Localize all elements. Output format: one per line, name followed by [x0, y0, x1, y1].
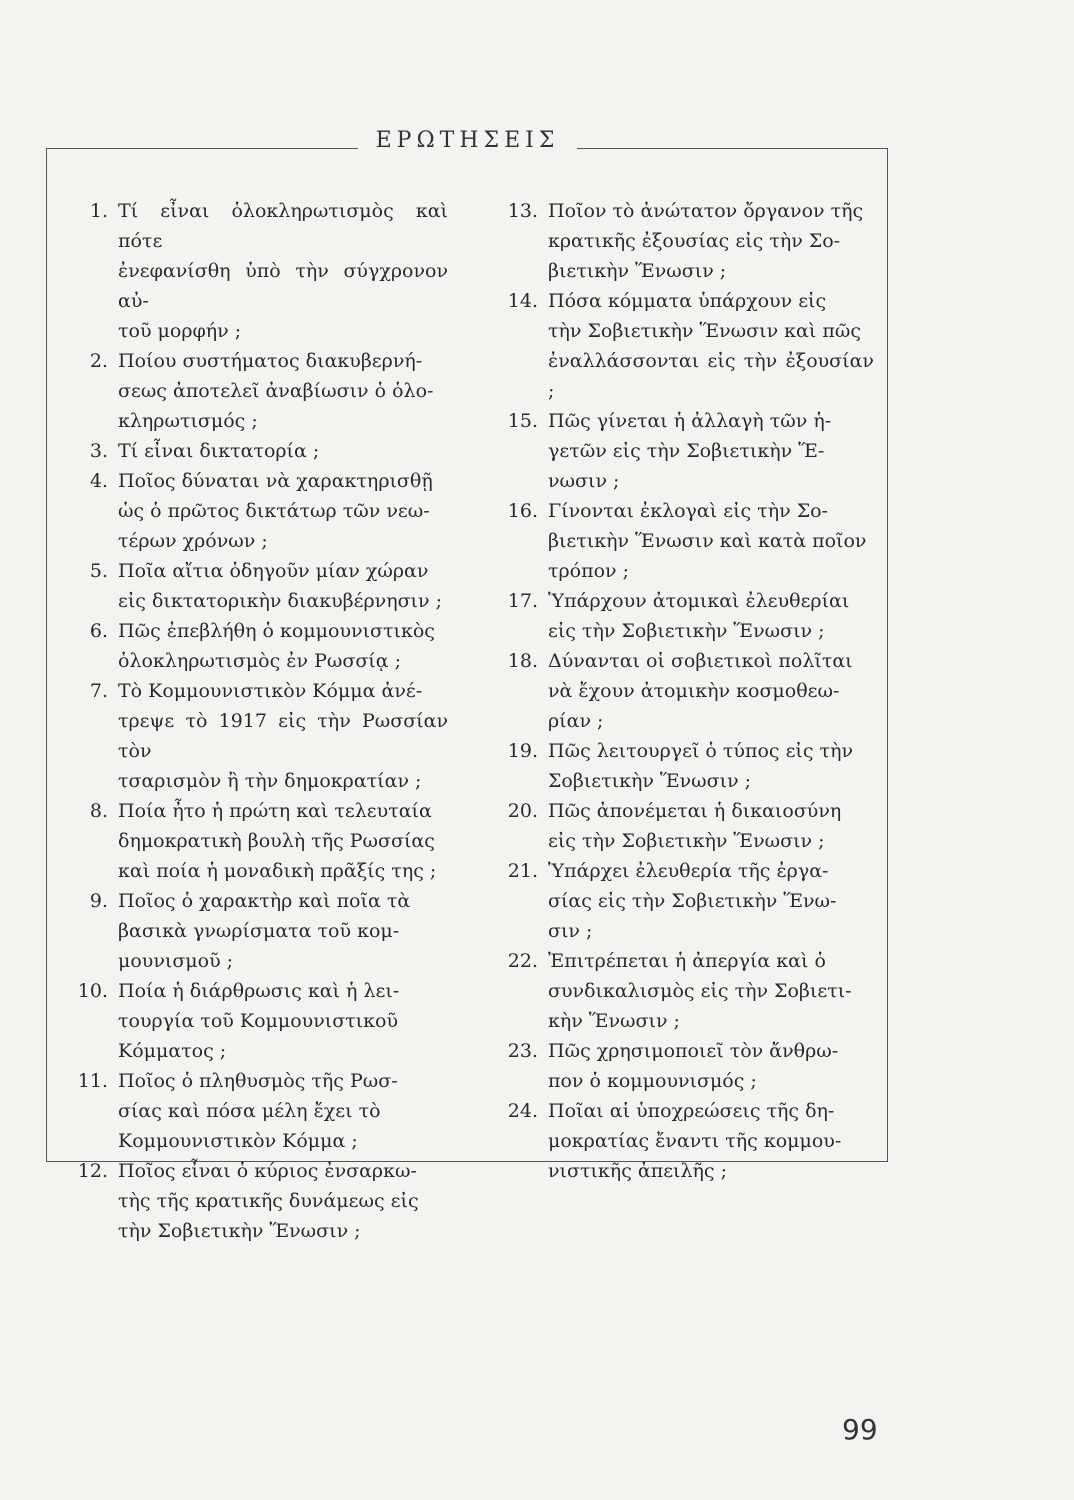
question-line: σίας εἰς τὴν Σοβιετικὴν Ἕνω-: [548, 890, 837, 912]
question-number: 5.: [89, 560, 108, 582]
question-line: ἐνεφανίσθη ὑπὸ τὴν σύγχρονον αὐ-: [118, 260, 448, 312]
question-line: εἰς τὴν Σοβιετικὴν Ἕνωσιν ;: [548, 620, 825, 642]
question-item: [64, 1066, 448, 1156]
question-line: μοκρατίας ἔναντι τῆς κομμου-: [548, 1130, 842, 1152]
question-line: Ποῖον τὸ ἀνώτατον ὄργανον τῆς: [548, 200, 864, 222]
question-text: [118, 196, 448, 346]
question-line: Κόμματος ;: [118, 1040, 227, 1062]
question-item: [494, 586, 874, 646]
question-number: 20.: [507, 800, 538, 822]
question-line: δημοκρατικὴ βουλὴ τῆς Ρωσσίας: [118, 830, 435, 852]
question-line: τουργία τοῦ Κομμουνιστικοῦ: [118, 1010, 398, 1032]
question-number: 2.: [89, 350, 108, 372]
question-line: Ἐπιτρέπεται ἡ ἀπεργία καὶ ὁ: [548, 950, 826, 972]
question-number: 7.: [89, 680, 108, 702]
question-line: νιστικῆς ἀπειλῆς ;: [548, 1160, 727, 1182]
question-text: [118, 466, 448, 556]
question-line: Ποῖαι αἱ ὑποχρεώσεις τῆς δη-: [548, 1100, 835, 1122]
question-item: [494, 1036, 874, 1096]
question-line: καὶ ποία ἡ μοναδικὴ πρᾶξίς της ;: [118, 860, 437, 882]
question-line: Πῶς γίνεται ἡ ἀλλαγὴ τῶν ἡ-: [548, 410, 832, 432]
question-line: τὴν Σοβιετικὴν Ἕνωσιν καὶ πῶς: [548, 320, 861, 342]
question-number: 16.: [507, 500, 538, 522]
question-line: κὴν Ἕνωσιν ;: [548, 1010, 680, 1032]
question-line: Τί εἶναι ὁλοκληρωτισμὸς καὶ πότε: [118, 200, 448, 252]
question-item: [494, 406, 874, 496]
question-text: [118, 616, 448, 676]
left-question-column: [64, 196, 448, 1246]
question-number: 23.: [507, 1040, 538, 1062]
question-line: Πῶς λειτουργεῖ ὁ τύπος εἰς τὴν: [548, 740, 854, 762]
question-number: 24.: [507, 1100, 538, 1122]
question-line: Ποία ἦτο ἡ πρώτη καὶ τελευταία: [118, 800, 432, 822]
question-text: [548, 406, 874, 496]
question-line: ἐναλλάσσονται εἰς τὴν ἐξουσίαν ;: [548, 350, 874, 402]
page-title: ΕΡΩΤΗΣΕΙΣ: [358, 128, 578, 153]
question-line: εἰς δικτατορικὴν διακυβέρνησιν ;: [118, 590, 442, 612]
question-line: βιετικὴν Ἕνωσιν ;: [548, 260, 727, 282]
question-item: [64, 466, 448, 556]
question-text: [118, 1066, 448, 1156]
question-text: [118, 796, 448, 886]
question-line: κληρωτισμός ;: [118, 410, 258, 432]
question-line: Πόσα κόμματα ὑπάρχουν εἰς: [548, 290, 827, 312]
question-item: [494, 796, 874, 856]
question-line: πον ὁ κομμουνισμός ;: [548, 1070, 757, 1092]
question-item: [64, 436, 448, 466]
question-item: [494, 946, 874, 1036]
question-text: [548, 1036, 874, 1096]
question-text: [548, 796, 874, 856]
question-number: 21.: [507, 860, 538, 882]
question-text: [548, 496, 874, 586]
question-line: Γίνονται ἐκλογαὶ εἰς τὴν Σο-: [548, 500, 828, 522]
question-line: βιετικὴν Ἕνωσιν καὶ κατὰ ποῖον: [548, 530, 867, 552]
question-line: Κομμουνιστικὸν Κόμμα ;: [118, 1130, 358, 1152]
question-line: σεως ἀποτελεῖ ἀναβίωσιν ὁ ὁλο-: [118, 380, 434, 402]
question-line: Ποῖος ὁ χαρακτὴρ καὶ ποῖα τὰ: [118, 890, 411, 912]
question-item: [64, 976, 448, 1066]
question-line: ὁλοκληρωτισμὸς ἐν Ρωσσίᾳ ;: [118, 650, 402, 672]
question-line: Τί εἶναι δικτατορία ;: [118, 440, 320, 462]
title-wrapper: [46, 128, 889, 153]
question-line: τοῦ μορφήν ;: [118, 320, 242, 342]
page-number: 99: [842, 1413, 878, 1446]
question-text: [548, 946, 874, 1036]
question-item: [64, 556, 448, 616]
question-line: τὴς τῆς κρατικῆς δυνάμεως εἰς: [118, 1190, 419, 1212]
question-number: 22.: [507, 950, 538, 972]
question-item: [64, 196, 448, 346]
question-text: [548, 1096, 874, 1186]
question-text: [548, 586, 874, 646]
question-item: [494, 286, 874, 406]
question-item: [494, 1096, 874, 1186]
question-number: 6.: [89, 620, 108, 642]
question-line: ρίαν ;: [548, 710, 604, 732]
question-line: νὰ ἔχουν ἀτομικὴν κοσμοθεω-: [548, 680, 840, 702]
question-item: [494, 196, 874, 286]
question-item: [494, 496, 874, 586]
question-number: 1.: [89, 200, 108, 222]
question-item: [64, 676, 448, 796]
question-line: σίας καὶ πόσα μέλη ἔχει τὸ: [118, 1100, 381, 1122]
question-line: Ποῖος ὁ πληθυσμὸς τῆς Ρωσ-: [118, 1070, 398, 1092]
question-item: [64, 886, 448, 976]
question-number: 17.: [507, 590, 538, 612]
question-number: 9.: [89, 890, 108, 912]
question-item: [494, 736, 874, 796]
question-number: 13.: [507, 200, 538, 222]
question-text: [548, 286, 874, 406]
question-line: τρόπον ;: [548, 560, 630, 582]
question-item: [494, 856, 874, 946]
question-text: [118, 346, 448, 436]
question-line: Πῶς ἐπεβλήθη ὁ κομμουνιστικὸς: [118, 620, 435, 642]
question-line: νωσιν ;: [548, 470, 620, 492]
question-number: 14.: [507, 290, 538, 312]
question-line: συνδικαλισμὸς εἰς τὴν Σοβιετι-: [548, 980, 852, 1002]
question-line: κρατικῆς ἐξουσίας εἰς τὴν Σο-: [548, 230, 841, 252]
question-line: τέρων χρόνων ;: [118, 530, 268, 552]
question-line: Ποῖος δύναται νὰ χαρακτηρισθῇ: [118, 470, 433, 492]
question-line: Ὑπάρχουν ἀτομικαὶ ἐλευθερίαι: [548, 590, 850, 612]
question-line: σιν ;: [548, 920, 593, 942]
question-line: Τὸ Κομμουνιστικὸν Κόμμα ἀνέ-: [118, 680, 423, 702]
question-line: μουνισμοῦ ;: [118, 950, 234, 972]
question-line: Ὑπάρχει ἐλευθερία τῆς ἐργα-: [548, 860, 829, 882]
question-number: 18.: [507, 650, 538, 672]
question-line: Ποῖος εἶναι ὁ κύριος ἐνσαρκω-: [118, 1160, 417, 1182]
question-text: [118, 1156, 448, 1246]
question-text: [548, 856, 874, 946]
question-line: εἰς τὴν Σοβιετικὴν Ἕνωσιν ;: [548, 830, 825, 852]
question-line: ὡς ὁ πρῶτος δικτάτωρ τῶν νεω-: [118, 500, 430, 522]
question-number: 11.: [77, 1070, 108, 1092]
right-question-column: [494, 196, 874, 1186]
question-line: Ποίου συστήματος διακυβερνή-: [118, 350, 423, 372]
question-line: Πῶς χρησιμοποιεῖ τὸν ἄνθρω-: [548, 1040, 839, 1062]
question-line: Σοβιετικὴν Ἕνωσιν ;: [548, 770, 752, 792]
question-item: [64, 796, 448, 886]
question-text: [548, 646, 874, 736]
question-number: 3.: [89, 440, 108, 462]
question-text: [118, 886, 448, 976]
question-text: [118, 976, 448, 1066]
question-number: 19.: [507, 740, 538, 762]
question-line: τρεψε τὸ 1917 εἰς τὴν Ρωσσίαν τὸν: [118, 710, 448, 762]
question-number: 15.: [507, 410, 538, 432]
question-item: [64, 1156, 448, 1246]
question-line: τὴν Σοβιετικὴν Ἕνωσιν ;: [118, 1220, 361, 1242]
question-line: Ποία ἡ διάρθρωσις καὶ ἡ λει-: [118, 980, 400, 1002]
question-number: 12.: [77, 1160, 108, 1182]
question-item: [494, 646, 874, 736]
question-item: [64, 346, 448, 436]
question-number: 10.: [77, 980, 108, 1002]
question-text: [118, 676, 448, 796]
question-text: [548, 736, 874, 796]
question-line: Ποῖα αἴτια ὁδηγοῦν μίαν χώραν: [118, 560, 429, 582]
question-number: 8.: [89, 800, 108, 822]
question-line: Πῶς ἀπονέμεται ἡ δικαιοσύνη: [548, 800, 842, 822]
question-line: Δύνανται οἱ σοβιετικοὶ πολῖται: [548, 650, 853, 672]
question-line: τσαρισμὸν ἢ τὴν δημοκρατίαν ;: [118, 770, 422, 792]
question-line: βασικὰ γνωρίσματα τοῦ κομ-: [118, 920, 400, 942]
question-number: 4.: [89, 470, 108, 492]
question-item: [64, 616, 448, 676]
question-line: γετῶν εἰς τὴν Σοβιετικὴν Ἕ-: [548, 440, 825, 462]
question-text: [548, 196, 874, 286]
question-text: [118, 436, 448, 466]
question-text: [118, 556, 448, 616]
